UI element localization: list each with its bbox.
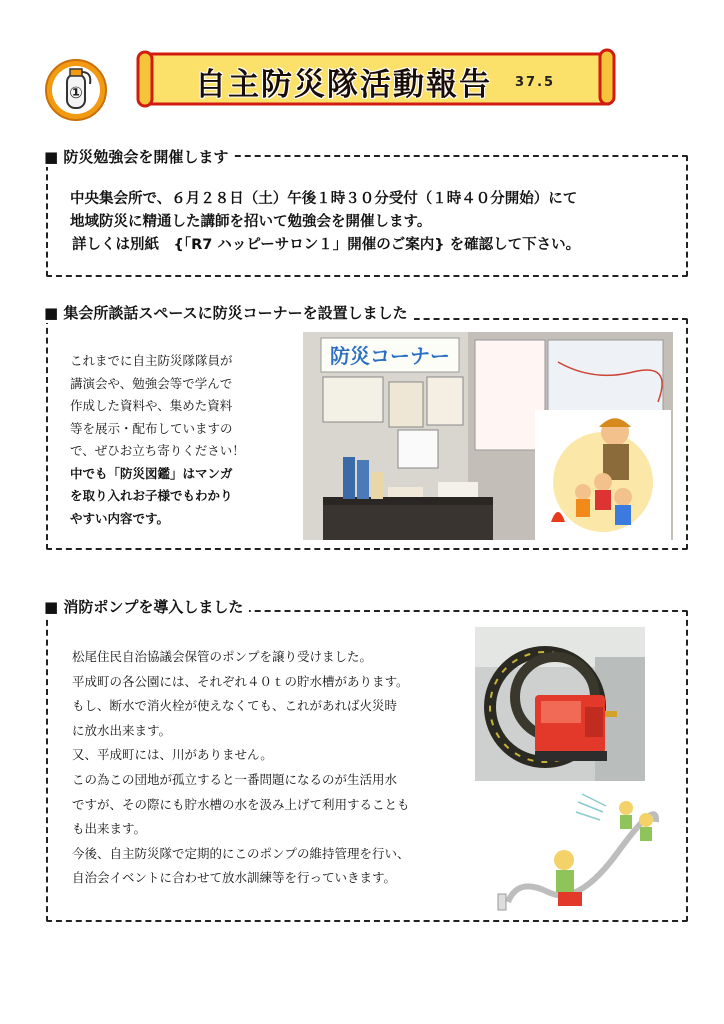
section3-line: も出来ます。	[72, 821, 147, 837]
section3-line: に放水出来ます。	[72, 722, 172, 738]
photo-sign-text: 防災コーナー	[330, 344, 450, 368]
section3-line: ですが、その際にも貯水槽の水を汲み上げて利用することも	[72, 796, 410, 812]
section2-line: 講演会や、勉強会等で学んで	[70, 375, 233, 391]
section3-line: 自治会イベントに合わせて放水訓練等を行っていきます。	[72, 870, 397, 886]
section3-line: 松尾住民自治協議会保管のポンプを譲り受けました。	[72, 649, 373, 664]
section1-line-1: 中央集会所で、６月２８日（土）午後１時３０分受付（１時４０分開始）にて	[70, 191, 578, 207]
disaster-corner-photo	[303, 332, 673, 540]
section3-line: もし、断水で消火栓が使えなくても、これがあれば火災時	[72, 698, 398, 714]
section2-line: で、ぜひお立ち寄りください！	[70, 443, 245, 458]
section3-line: 又、平成町には、川がありません。	[72, 747, 273, 763]
section2-line: 作成した資料や、集めた資料	[70, 398, 233, 413]
section2-bold-line: やすい内容です。	[70, 510, 170, 526]
section2-line: 等を展示・配布していますの	[70, 420, 233, 436]
section1-line-2: 地域防災に精通した講師を招いて勉強会を開催します。	[70, 214, 432, 230]
section3-text	[72, 645, 410, 891]
section2-line: これまでに自主防災隊隊員が	[70, 353, 233, 368]
section3-heading: ■ 消防ポンプを導入しました	[44, 596, 249, 617]
section2-bold-line: を取り入れお子様でもわかり	[70, 488, 233, 503]
section1-heading: ■ 防災勉強会を開催します	[44, 146, 234, 167]
section3-line: 平成町の各公園には、それぞれ４０ｔの貯水槽があります。	[72, 673, 409, 689]
fire-extinguisher-logo	[44, 58, 108, 122]
issue-date: 37.5	[515, 75, 556, 90]
section2-text	[70, 350, 285, 530]
section1-line-3: 詳しくは別紙 {「R7 ハッピーサロン１」開催のご案内} を確認して下さい。	[72, 237, 581, 253]
logo-glyph: ①	[69, 83, 83, 102]
fire-pump-photo	[475, 627, 645, 781]
section2-bold-line: 中でも「防災図鑑」はマンガ	[70, 465, 233, 481]
section3-line: 今後、自主防災隊で定期的にこのポンプの維持管理を行い、	[72, 845, 410, 861]
section2-heading: ■ 集会所談話スペースに防災コーナーを設置しました	[44, 302, 414, 323]
water-spray-illustration	[478, 782, 668, 914]
section3-line: この為この団地が孤立すると一番問題になるのが生活用水	[72, 771, 398, 787]
page-title: 自主防災隊活動報告	[195, 67, 492, 103]
